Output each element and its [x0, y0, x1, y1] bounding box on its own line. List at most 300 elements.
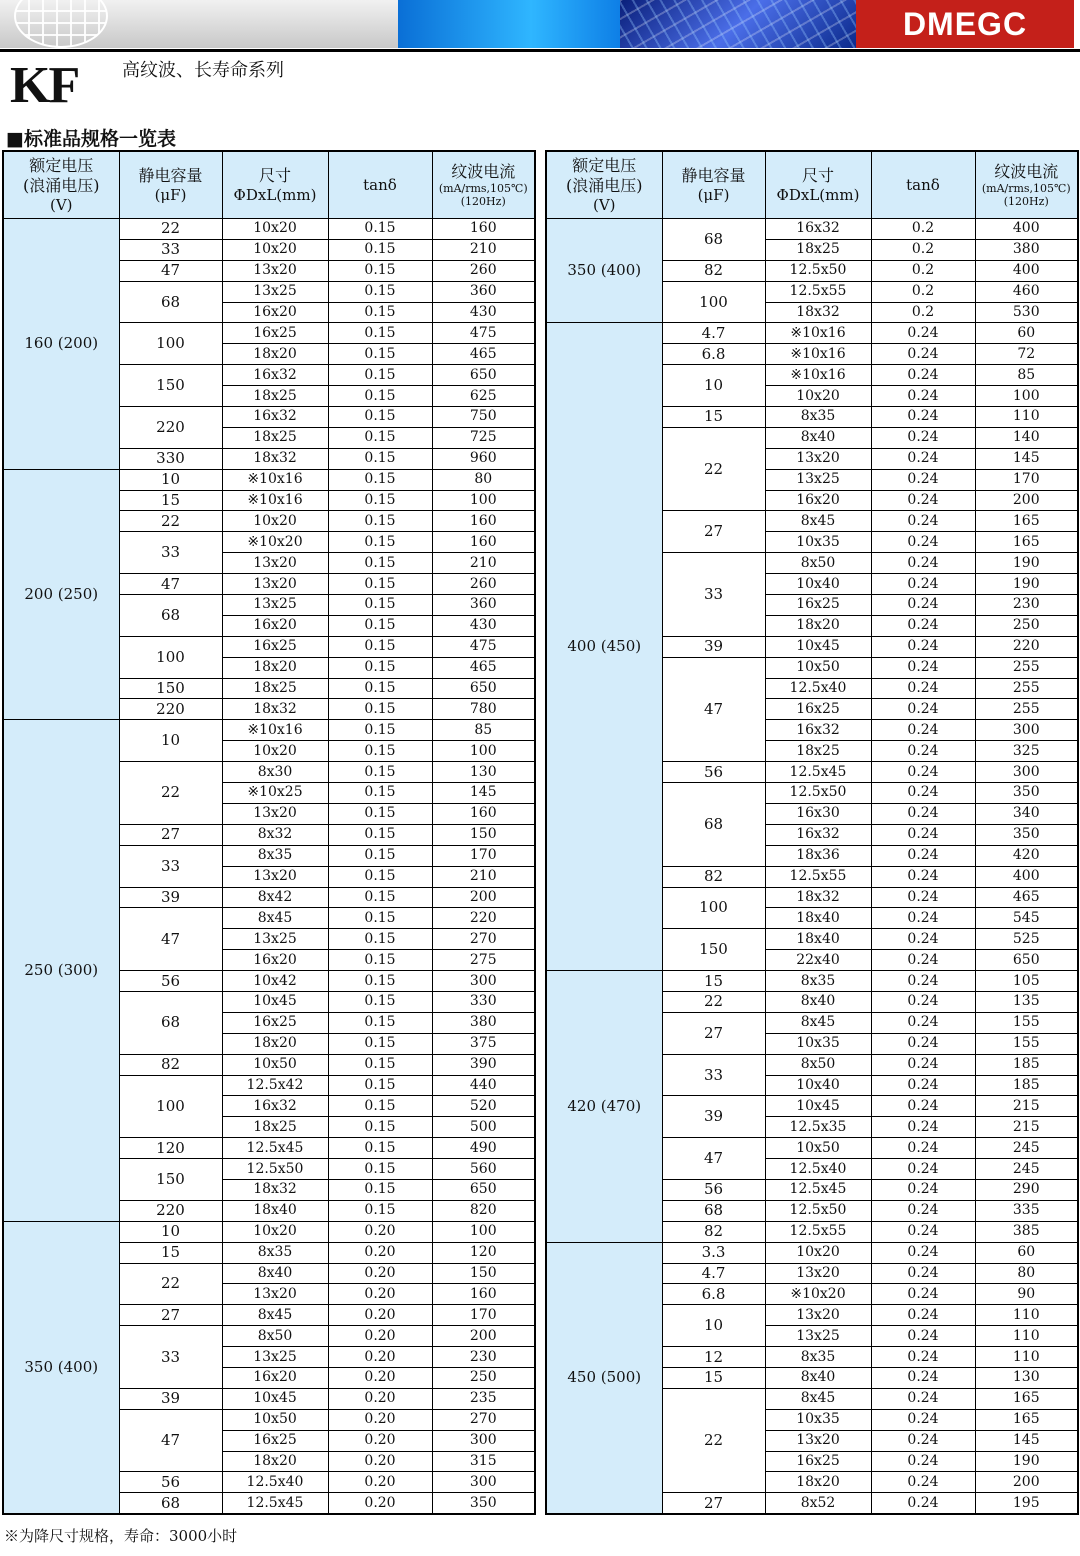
size-cell: 10x20	[222, 741, 328, 762]
tan-cell: 0.20	[328, 1221, 432, 1242]
capacitance-cell: 3.3	[662, 1242, 765, 1263]
size-cell: ※10x20	[222, 532, 328, 553]
ripple-cell: 110	[975, 407, 1078, 428]
tan-cell: 0.24	[871, 1242, 975, 1263]
size-cell: 18x40	[765, 929, 871, 950]
capacitance-cell: 15	[119, 1242, 222, 1263]
tan-cell: 0.15	[328, 1012, 432, 1033]
ripple-cell: 230	[432, 1347, 535, 1368]
tan-cell: 0.24	[871, 1263, 975, 1284]
size-cell: 16x32	[222, 1096, 328, 1117]
ripple-cell: 170	[975, 469, 1078, 490]
tan-cell: 0.24	[871, 908, 975, 929]
size-cell: 22x40	[765, 950, 871, 971]
tan-cell: 0.24	[871, 950, 975, 971]
banner-mesh-panel	[620, 0, 856, 48]
ripple-cell: 170	[432, 845, 535, 866]
tan-cell: 0.24	[871, 657, 975, 678]
size-cell: 8x35	[765, 407, 871, 428]
capacitance-cell: 22	[119, 1263, 222, 1305]
capacitance-cell: 100	[119, 1075, 222, 1138]
ripple-cell: 260	[432, 260, 535, 281]
header-size: 尺寸 ΦDxL(mm)	[765, 151, 871, 219]
ripple-cell: 960	[432, 448, 535, 469]
tan-cell: 0.20	[328, 1409, 432, 1430]
size-cell: 16x30	[765, 803, 871, 824]
tan-cell: 0.20	[328, 1326, 432, 1347]
capacitance-cell: 27	[662, 1012, 765, 1054]
capacitance-cell: 68	[662, 1200, 765, 1221]
header-capacitance: 静电容量 (μF)	[119, 151, 222, 219]
voltage-cell: 350 (400)	[3, 1221, 119, 1514]
tan-cell: 0.15	[328, 490, 432, 511]
ripple-cell: 375	[432, 1033, 535, 1054]
ripple-cell: 165	[975, 1409, 1078, 1430]
table-row	[3, 720, 535, 741]
capacitance-cell: 68	[119, 281, 222, 323]
ripple-cell: 270	[432, 1409, 535, 1430]
ripple-cell: 440	[432, 1075, 535, 1096]
table-row	[3, 1221, 535, 1242]
size-cell: 12.5x50	[222, 1159, 328, 1180]
capacitance-cell: 47	[119, 574, 222, 595]
size-cell: 10x35	[765, 1033, 871, 1054]
tan-cell: 0.20	[328, 1242, 432, 1263]
tan-cell: 0.15	[328, 1138, 432, 1159]
brand-logo	[856, 0, 1074, 48]
ripple-cell: 220	[432, 908, 535, 929]
ripple-cell: 215	[975, 1117, 1078, 1138]
tan-cell: 0.24	[871, 991, 975, 1012]
size-cell: 12.5x40	[222, 1472, 328, 1493]
size-cell: 8x40	[765, 991, 871, 1012]
size-cell: 18x40	[765, 908, 871, 929]
capacitance-cell: 39	[119, 1388, 222, 1409]
tan-cell: 0.2	[871, 219, 975, 240]
ripple-cell: 430	[432, 302, 535, 323]
size-cell: 16x20	[222, 1367, 328, 1388]
ripple-cell: 85	[975, 365, 1078, 386]
tan-cell: 0.15	[328, 908, 432, 929]
ripple-cell: 150	[432, 1263, 535, 1284]
ripple-cell: 195	[975, 1493, 1078, 1514]
capacitance-cell: 12	[662, 1347, 765, 1368]
size-cell: ※10x16	[222, 469, 328, 490]
capacitance-cell: 150	[119, 365, 222, 407]
size-cell: ※10x16	[765, 344, 871, 365]
size-cell: ※10x16	[765, 365, 871, 386]
size-cell: 8x45	[765, 511, 871, 532]
tan-cell: 0.15	[328, 636, 432, 657]
tan-cell: 0.15	[328, 323, 432, 344]
ripple-cell: 105	[975, 971, 1078, 992]
capacitance-cell: 47	[662, 1138, 765, 1180]
ripple-cell: 650	[432, 678, 535, 699]
ripple-cell: 255	[975, 657, 1078, 678]
capacitance-cell: 56	[662, 1179, 765, 1200]
ripple-cell: 170	[432, 1305, 535, 1326]
ripple-cell: 330	[432, 991, 535, 1012]
ripple-cell: 200	[975, 1472, 1078, 1493]
capacitance-cell: 22	[119, 219, 222, 240]
capacitance-cell: 68	[662, 219, 765, 261]
tan-cell: 0.24	[871, 1033, 975, 1054]
capacitance-cell: 56	[662, 762, 765, 783]
size-cell: 16x25	[222, 323, 328, 344]
ripple-cell: 490	[432, 1138, 535, 1159]
ripple-cell: 725	[432, 427, 535, 448]
ripple-cell: 80	[432, 469, 535, 490]
capacitance-cell: 22	[662, 991, 765, 1012]
banner-globe-panel	[0, 0, 398, 48]
ripple-cell: 145	[975, 448, 1078, 469]
ripple-cell: 150	[432, 824, 535, 845]
header-voltage: 额定电压 (浪涌电压) (V)	[3, 151, 119, 219]
tan-cell: 0.24	[871, 762, 975, 783]
capacitance-cell: 330	[119, 448, 222, 469]
capacitance-cell: 39	[119, 887, 222, 908]
size-cell: 13x20	[222, 260, 328, 281]
tan-cell: 0.24	[871, 1451, 975, 1472]
ripple-cell: 165	[975, 1388, 1078, 1409]
ripple-cell: 200	[432, 887, 535, 908]
ripple-cell: 325	[975, 741, 1078, 762]
size-cell: 10x35	[765, 1409, 871, 1430]
size-cell: 8x50	[765, 553, 871, 574]
tan-cell: 0.20	[328, 1305, 432, 1326]
ripple-cell: 160	[432, 532, 535, 553]
capacitance-cell: 4.7	[662, 323, 765, 344]
capacitance-cell: 39	[662, 636, 765, 657]
header-voltage: 额定电压 (浪涌电压) (V)	[546, 151, 662, 219]
section-title: ■标准品规格一览表	[6, 128, 176, 150]
ripple-cell: 465	[975, 887, 1078, 908]
ripple-cell: 155	[975, 1012, 1078, 1033]
size-cell: 13x20	[222, 574, 328, 595]
ripple-cell: 400	[975, 866, 1078, 887]
ripple-cell: 165	[975, 511, 1078, 532]
size-cell: 13x20	[222, 553, 328, 574]
ripple-cell: 465	[432, 344, 535, 365]
ripple-cell: 210	[432, 553, 535, 574]
size-cell: 16x20	[222, 950, 328, 971]
tan-cell: 0.20	[328, 1284, 432, 1305]
ripple-cell: 650	[975, 950, 1078, 971]
tan-cell: 0.15	[328, 866, 432, 887]
tan-cell: 0.2	[871, 239, 975, 260]
tan-cell: 0.15	[328, 532, 432, 553]
size-cell: 12.5x55	[765, 281, 871, 302]
capacitance-cell: 100	[119, 323, 222, 365]
ripple-cell: 500	[432, 1117, 535, 1138]
size-cell: 10x50	[765, 657, 871, 678]
size-cell: 18x32	[765, 302, 871, 323]
tan-cell: 0.15	[328, 219, 432, 240]
size-cell: 8x52	[765, 1493, 871, 1514]
tan-cell: 0.24	[871, 1012, 975, 1033]
ripple-cell: 210	[432, 866, 535, 887]
size-cell: 10x45	[222, 991, 328, 1012]
tan-cell: 0.15	[328, 553, 432, 574]
voltage-cell: 350 (400)	[546, 219, 662, 323]
tan-cell: 0.20	[328, 1347, 432, 1368]
ripple-cell: 220	[975, 636, 1078, 657]
capacitance-cell: 22	[662, 1388, 765, 1492]
size-cell: 10x45	[765, 636, 871, 657]
ripple-cell: 335	[975, 1200, 1078, 1221]
ripple-cell: 430	[432, 615, 535, 636]
size-cell: ※10x25	[222, 783, 328, 804]
size-cell: 13x20	[222, 803, 328, 824]
table-header	[3, 151, 535, 219]
tan-cell: 0.15	[328, 407, 432, 428]
ripple-cell: 140	[975, 427, 1078, 448]
tan-cell: 0.15	[328, 741, 432, 762]
ripple-cell: 215	[975, 1096, 1078, 1117]
ripple-cell: 85	[432, 720, 535, 741]
ripple-cell: 245	[975, 1159, 1078, 1180]
capacitance-cell: 33	[119, 1326, 222, 1389]
capacitance-cell: 15	[662, 407, 765, 428]
size-cell: ※10x16	[765, 323, 871, 344]
size-cell: 13x20	[222, 866, 328, 887]
ripple-cell: 190	[975, 553, 1078, 574]
size-cell: 18x25	[222, 427, 328, 448]
ripple-cell: 200	[432, 1326, 535, 1347]
size-cell: 18x20	[222, 1451, 328, 1472]
tan-cell: 0.24	[871, 699, 975, 720]
capacitance-cell: 220	[119, 1200, 222, 1221]
size-cell: 12.5x45	[765, 1179, 871, 1200]
tan-cell: 0.24	[871, 1179, 975, 1200]
tan-cell: 0.24	[871, 1493, 975, 1514]
header-banner	[0, 0, 1080, 52]
tan-cell: 0.24	[871, 783, 975, 804]
tan-cell: 0.15	[328, 678, 432, 699]
tan-cell: 0.24	[871, 386, 975, 407]
size-cell: 10x45	[222, 1388, 328, 1409]
size-cell: 12.5x55	[765, 1221, 871, 1242]
capacitance-cell: 10	[119, 1221, 222, 1242]
tan-cell: 0.24	[871, 636, 975, 657]
size-cell: 8x45	[222, 908, 328, 929]
capacitance-cell: 82	[662, 1221, 765, 1242]
ripple-cell: 160	[432, 1284, 535, 1305]
capacitance-cell: 27	[662, 1493, 765, 1514]
capacitance-cell: 33	[119, 532, 222, 574]
tan-cell: 0.15	[328, 386, 432, 407]
ripple-cell: 530	[975, 302, 1078, 323]
ripple-cell: 300	[975, 762, 1078, 783]
ripple-cell: 185	[975, 1075, 1078, 1096]
tan-cell: 0.15	[328, 1075, 432, 1096]
capacitance-cell: 22	[119, 762, 222, 825]
size-cell: 8x40	[765, 1367, 871, 1388]
tan-cell: 0.15	[328, 427, 432, 448]
size-cell: 18x32	[222, 699, 328, 720]
ripple-cell: 380	[432, 1012, 535, 1033]
ripple-cell: 380	[975, 239, 1078, 260]
capacitance-cell: 33	[662, 1054, 765, 1096]
tan-cell: 0.24	[871, 615, 975, 636]
series-code: KF	[10, 57, 79, 114]
size-cell: 16x25	[765, 595, 871, 616]
ripple-cell: 625	[432, 386, 535, 407]
capacitance-cell: 56	[119, 971, 222, 992]
capacitance-cell: 10	[119, 469, 222, 490]
ripple-cell: 255	[975, 678, 1078, 699]
size-cell: 16x25	[222, 1430, 328, 1451]
capacitance-cell: 82	[119, 1054, 222, 1075]
ripple-cell: 160	[432, 803, 535, 824]
tan-cell: 0.24	[871, 929, 975, 950]
tan-cell: 0.24	[871, 427, 975, 448]
ripple-cell: 750	[432, 407, 535, 428]
tan-cell: 0.2	[871, 302, 975, 323]
capacitance-cell: 4.7	[662, 1263, 765, 1284]
ripple-cell: 190	[975, 574, 1078, 595]
tan-cell: 0.24	[871, 1409, 975, 1430]
tan-cell: 0.24	[871, 490, 975, 511]
capacitance-cell: 68	[119, 991, 222, 1054]
size-cell: 13x25	[222, 281, 328, 302]
ripple-cell: 460	[975, 281, 1078, 302]
tan-cell: 0.24	[871, 1117, 975, 1138]
tan-cell: 0.24	[871, 407, 975, 428]
size-cell: 12.5x50	[765, 260, 871, 281]
capacitance-cell: 10	[119, 720, 222, 762]
ripple-cell: 100	[432, 490, 535, 511]
header-tan: tanδ	[328, 151, 432, 219]
ripple-cell: 360	[432, 281, 535, 302]
size-cell: 16x32	[765, 824, 871, 845]
ripple-cell: 475	[432, 323, 535, 344]
size-cell: 8x45	[765, 1388, 871, 1409]
tan-cell: 0.20	[328, 1263, 432, 1284]
capacitance-cell: 47	[119, 908, 222, 971]
table-row	[3, 219, 535, 240]
capacitance-cell: 56	[119, 1472, 222, 1493]
size-cell: 10x20	[222, 239, 328, 260]
capacitance-cell: 15	[662, 971, 765, 992]
tan-cell: 0.24	[871, 824, 975, 845]
ripple-cell: 60	[975, 323, 1078, 344]
tan-cell: 0.24	[871, 448, 975, 469]
tan-cell: 0.15	[328, 239, 432, 260]
capacitance-cell: 6.8	[662, 344, 765, 365]
ripple-cell: 465	[432, 657, 535, 678]
tan-cell: 0.15	[328, 762, 432, 783]
ripple-cell: 255	[975, 699, 1078, 720]
capacitance-cell: 220	[119, 699, 222, 720]
size-cell: 12.5x55	[765, 866, 871, 887]
tan-cell: 0.15	[328, 991, 432, 1012]
capacitance-cell: 27	[119, 824, 222, 845]
size-cell: 8x45	[222, 1305, 328, 1326]
ripple-cell: 270	[432, 929, 535, 950]
tan-cell: 0.24	[871, 365, 975, 386]
size-cell: 10x20	[765, 1242, 871, 1263]
ripple-cell: 110	[975, 1326, 1078, 1347]
size-cell: 8x35	[765, 1347, 871, 1368]
header-tan: tanδ	[871, 151, 975, 219]
size-cell: 10x50	[765, 1138, 871, 1159]
tan-cell: 0.15	[328, 1117, 432, 1138]
size-cell: 13x20	[765, 1263, 871, 1284]
capacitance-cell: 100	[119, 636, 222, 678]
size-cell: 18x25	[765, 741, 871, 762]
capacitance-cell: 10	[662, 1305, 765, 1347]
ripple-cell: 100	[432, 741, 535, 762]
ripple-cell: 100	[975, 386, 1078, 407]
tan-cell: 0.15	[328, 574, 432, 595]
ripple-cell: 300	[432, 971, 535, 992]
tan-cell: 0.15	[328, 260, 432, 281]
size-cell: 16x20	[765, 490, 871, 511]
ripple-cell: 780	[432, 699, 535, 720]
capacitance-cell: 47	[119, 260, 222, 281]
ripple-cell: 650	[432, 365, 535, 386]
size-cell: 10x20	[765, 386, 871, 407]
ripple-cell: 185	[975, 1054, 1078, 1075]
size-cell: 13x25	[222, 929, 328, 950]
tan-cell: 0.20	[328, 1367, 432, 1388]
ripple-cell: 350	[432, 1493, 535, 1514]
tan-cell: 0.15	[328, 595, 432, 616]
size-cell: 8x35	[765, 971, 871, 992]
table-row	[3, 469, 535, 490]
size-cell: 16x32	[222, 365, 328, 386]
ripple-cell: 165	[975, 532, 1078, 553]
tan-cell: 0.15	[328, 803, 432, 824]
size-cell: 8x40	[765, 427, 871, 448]
tan-cell: 0.2	[871, 260, 975, 281]
size-cell: 12.5x45	[222, 1493, 328, 1514]
size-cell: 12.5x40	[765, 678, 871, 699]
size-cell: 8x45	[765, 1012, 871, 1033]
tan-cell: 0.15	[328, 845, 432, 866]
ripple-cell: 400	[975, 260, 1078, 281]
tan-cell: 0.15	[328, 1179, 432, 1200]
size-cell: 16x25	[222, 1012, 328, 1033]
size-cell: 10x50	[222, 1409, 328, 1430]
tan-cell: 0.15	[328, 824, 432, 845]
capacitance-cell: 150	[119, 678, 222, 699]
size-cell: 13x20	[222, 1284, 328, 1305]
tan-cell: 0.15	[328, 699, 432, 720]
capacitance-cell: 47	[119, 1409, 222, 1472]
size-cell: 18x20	[222, 344, 328, 365]
ripple-cell: 60	[975, 1242, 1078, 1263]
size-cell: 10x20	[222, 1221, 328, 1242]
table-row	[546, 323, 1078, 344]
table-row	[546, 1242, 1078, 1263]
tan-cell: 0.24	[871, 1221, 975, 1242]
capacitance-cell: 47	[662, 657, 765, 761]
ripple-cell: 210	[432, 239, 535, 260]
ripple-cell: 520	[432, 1096, 535, 1117]
tan-cell: 0.20	[328, 1493, 432, 1514]
size-cell: 8x42	[222, 887, 328, 908]
size-cell: 18x20	[765, 1472, 871, 1493]
tan-cell: 0.20	[328, 1451, 432, 1472]
size-cell: 18x25	[222, 386, 328, 407]
size-cell: 10x40	[765, 1075, 871, 1096]
ripple-cell: 290	[975, 1179, 1078, 1200]
capacitance-cell: 100	[662, 887, 765, 929]
ripple-cell: 560	[432, 1159, 535, 1180]
tan-cell: 0.24	[871, 866, 975, 887]
